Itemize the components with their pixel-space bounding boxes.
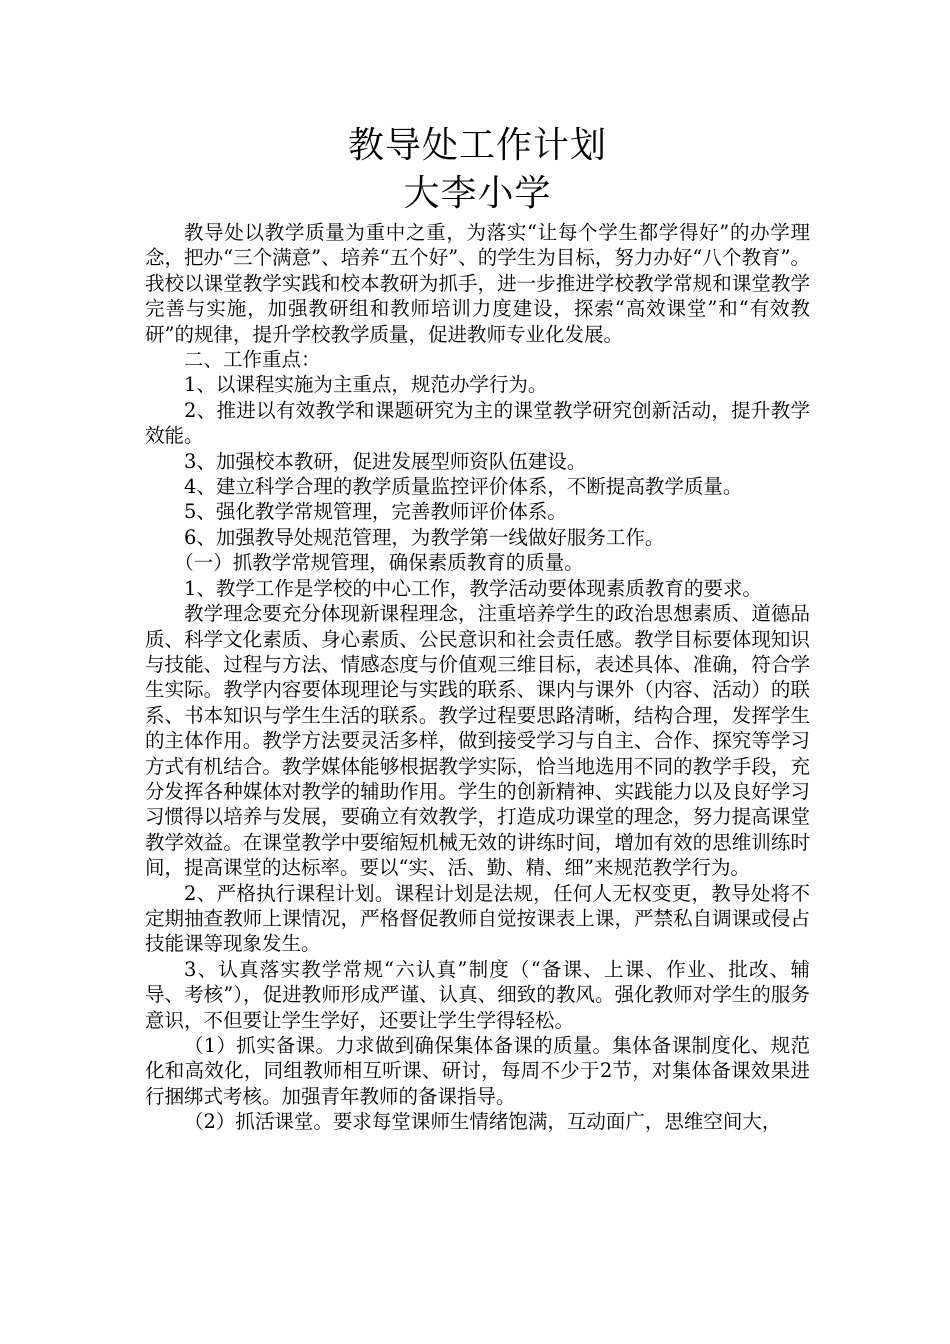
document-page [145,122,810,1135]
section-heading-work-focus: 二、工作重点： [184,348,321,372]
focus-item-6: 6、加强教导处规范管理，为教学第一线做好服务工作。 [184,525,665,549]
focus-item-5: 5、强化教学常规管理，完善教师评价体系。 [184,500,567,524]
focus-item-2: 2、推进以有效教学和课题研究为主的课堂教学研究创新活动，提升教学效能。 [145,398,810,448]
lesson-prep-paragraph: （1）抓实备课。力求做到确保集体备课的质量。集体备课制度化、规范化和高效化，同组教师相互听课、研讨，每周不少于2节，对集体备课效果进行捆绑式考核。加强青年教师的备课指导。 [145,1034,810,1108]
teaching-philosophy-paragraph: 教学理念要充分体现新课程理念，注重培养学生的政治思想素质、道德品质、科学文化素质、身心素质、公民意识和社会责任感。教学目标要体现知识与技能、过程与方法、情感态度与价值观三维目标，表述具体、准确，符合学生实际。教学内容要体现理论与实践的联系、课内与课外（内容、活动）的联系、书本知识与学生生活的联系。教学过程要思路清晰，结构合理，发挥学生的主体作用。教学方法要灵活多样，做到接受学习与自主、合作、探究等学习方式有机结合。教学媒体能够根据教学实际，恰当地选用不同的教学手段，充分发挥各种媒体对教学的辅助作用。学生的创新精神、实践能力以及良好学习习惯得以培养与发展，要确立有效教学，打造成功课堂的理念，努力提高课堂教学效益。在课堂教学中要缩短机械无效的讲练时间，增加有效的思维训练时间，提高课堂的达标率。要以“实、活、勤、精、细”来规范教学行为。 [145,602,810,880]
routine-item-1: 1、教学工作是学校的中心工作，教学活动要体现素质教育的要求。 [184,576,762,600]
school-name: 大李小学 [403,173,552,214]
classroom-paragraph: （2）抓活课堂。要求每堂课师生情绪饱满，互动面广，思维空间大， [184,1110,782,1134]
routine-item-3: 3、认真落实教学常规“六认真”制度（“备课、上课、作业、批改、辅导、考核”），促进教师形成严谨、认真、细致的教风。强化教师对学生的服务意识，不但要让学生学好，还要让学生学得轻松。 [145,957,810,1032]
intro-paragraph: 教导处以教学质量为重中之重，为落实“让每个学生都学得好”的办学理念，把办“三个满意”、培养“五个好”、的学生为目标，努力办好“八个教育”。我校以课堂教学实践和校本教研为抓手，进一步推进学校教学常规和课堂教学完善与实施，加强教研组和教师培训力度建设，探索“高效课堂”和“有效教研”的规律，提升学校教学质量，促进教师专业化发展。 [145,221,810,346]
document-body [145,220,810,1135]
focus-item-3: 3、加强校本教研，促进发展型师资队伍建设。 [184,449,587,473]
document-title: 教导处工作计划 [347,125,607,166]
routine-item-2: 2、严格执行课程计划。课程计划是法规，任何人无权变更，教导处将不定期抽查教师上课情况，严格督促教师自觉按课表上课，严禁私自调课或侵占技能课等现象发生。 [145,881,810,956]
focus-item-1: 1、以课程实施为主重点，规范办学行为。 [184,373,548,397]
focus-item-4: 4、建立科学合理的教学质量监控评价体系，不断提高教学质量。 [184,475,743,499]
subsection-heading-1: （一）抓教学常规管理，确保素质教育的质量。 [174,551,584,575]
